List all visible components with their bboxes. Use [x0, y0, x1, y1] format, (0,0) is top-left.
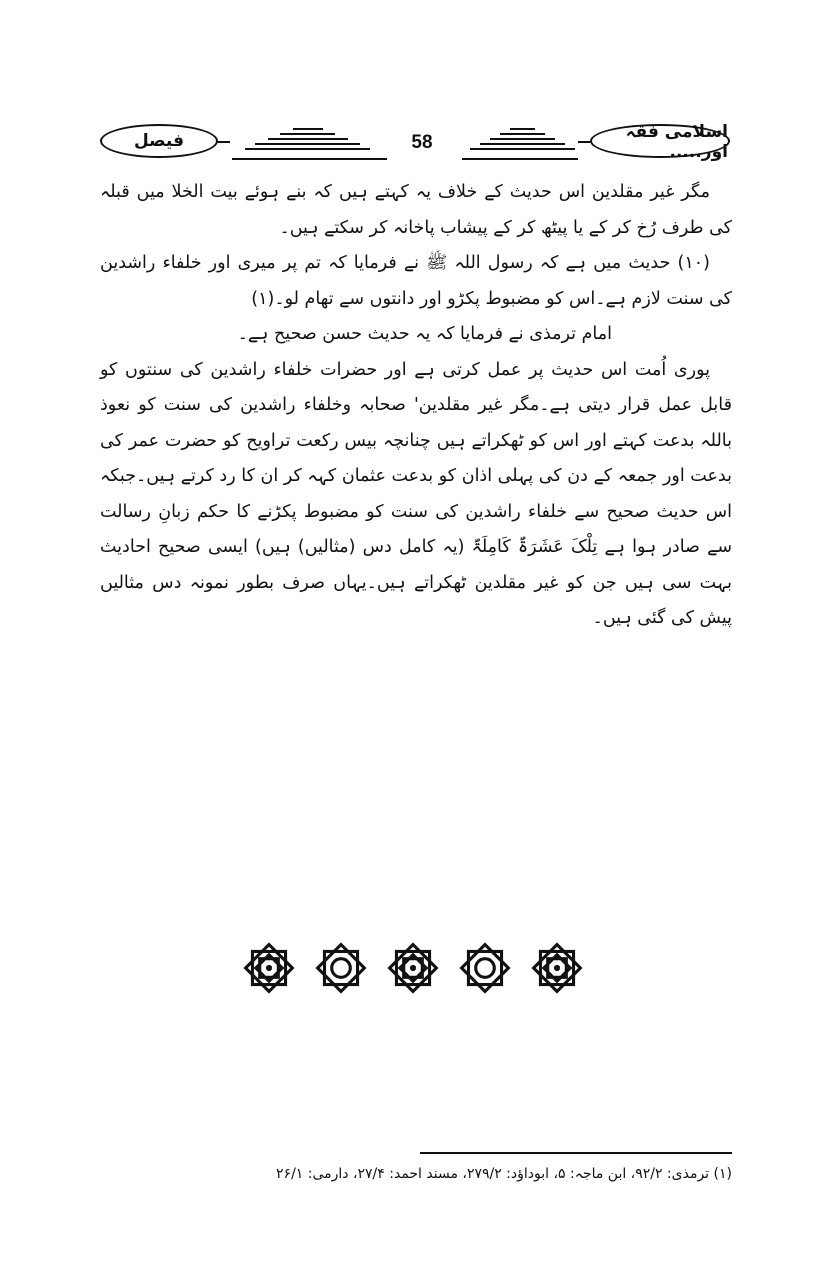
paragraph-1: مگر غیر مقلدین اس حدیث کے خلاف یہ کہتے ہیں کہ بنے ہوئے بیت الخلا میں قبلہ کی طرف رُخ کر کے یا پیٹھ کر کے پیشاب پاخانہ کر سکتے ہیں۔ — [100, 182, 732, 238]
footnote-divider — [420, 1152, 732, 1154]
page-body — [100, 175, 732, 637]
book-title: اسلامی فقہ اور..... — [625, 121, 728, 162]
paragraph-4: پوری اُمت اس حدیث پر عمل کرتی ہے اور حضرات خلفاء راشدین کی سنتوں کو قابل عمل قرار دیتی ہے۔مگر غیر مقلدین' صحابہ وخلفاء راشدین کی سنت کو نعوذ باللہ بدعت کہتے اور اس کو ٹھکراتے ہیں چنانچہ بیس رکعت تراویح کو حضرت عمر کی بدعت اور جمعہ کے دن کی پہلی اذان کو بدعت عثمان کہہ کر ان کا رد کرتے ہیں۔جبکہ اس حدیث صحیح سے خلفاء راشدین کی سنت کو مضبوط پکڑنے کا حکم زبانِ رسالت سے صادر ہوا ہے تِلْکَ عَشَرَۃٌ کَامِلَۃٌ (یہ کامل دس (مثالیں) ہیں) ایسی صحیح احادیث بہت سی ہیں جن کو غیر مقلدین ٹھکراتے ہیں۔یہاں صرف بطور نمونہ دس مثالیں پیش کی گئی ہیں۔ — [100, 359, 732, 628]
star-ornament-icon — [382, 937, 444, 999]
star-ornament-icon — [454, 937, 516, 999]
header-rule-right — [462, 158, 578, 160]
star-ornament-icon — [526, 937, 588, 999]
footnote: (۱) ترمذی: ۹۲/۲، ابن ماجہ: ۵، ابوداؤد: ۲۷۹/۲، مسند احمد: ۲۷/۴، دارمی: ۲۶/۱ — [276, 1166, 732, 1182]
book-title-oval — [590, 121, 730, 162]
paragraph-3: امام ترمذی نے فرمایا کہ یہ حدیث حسن صحیح ہے۔ — [237, 324, 612, 344]
header-ornament-left — [245, 128, 370, 153]
decorative-ornament-row — [238, 936, 588, 1000]
chapter-label: فیصل — [134, 131, 184, 151]
header-ornament-right — [470, 128, 575, 153]
header-rule-left — [232, 158, 387, 160]
chapter-label-oval — [100, 124, 218, 158]
page-number: 58 — [411, 132, 433, 153]
star-ornament-icon — [238, 937, 300, 999]
paragraph-2: (۱۰) حدیث میں ہے کہ رسول اللہ ﷺ نے فرمایا کہ تم پر میری اور خلفاء راشدین کی سنت لازم ہے۔اس کو مضبوط پکڑو اور دانتوں سے تھام لو۔(۱) — [100, 253, 732, 309]
star-ornament-icon — [310, 937, 372, 999]
page-header — [0, 118, 825, 168]
